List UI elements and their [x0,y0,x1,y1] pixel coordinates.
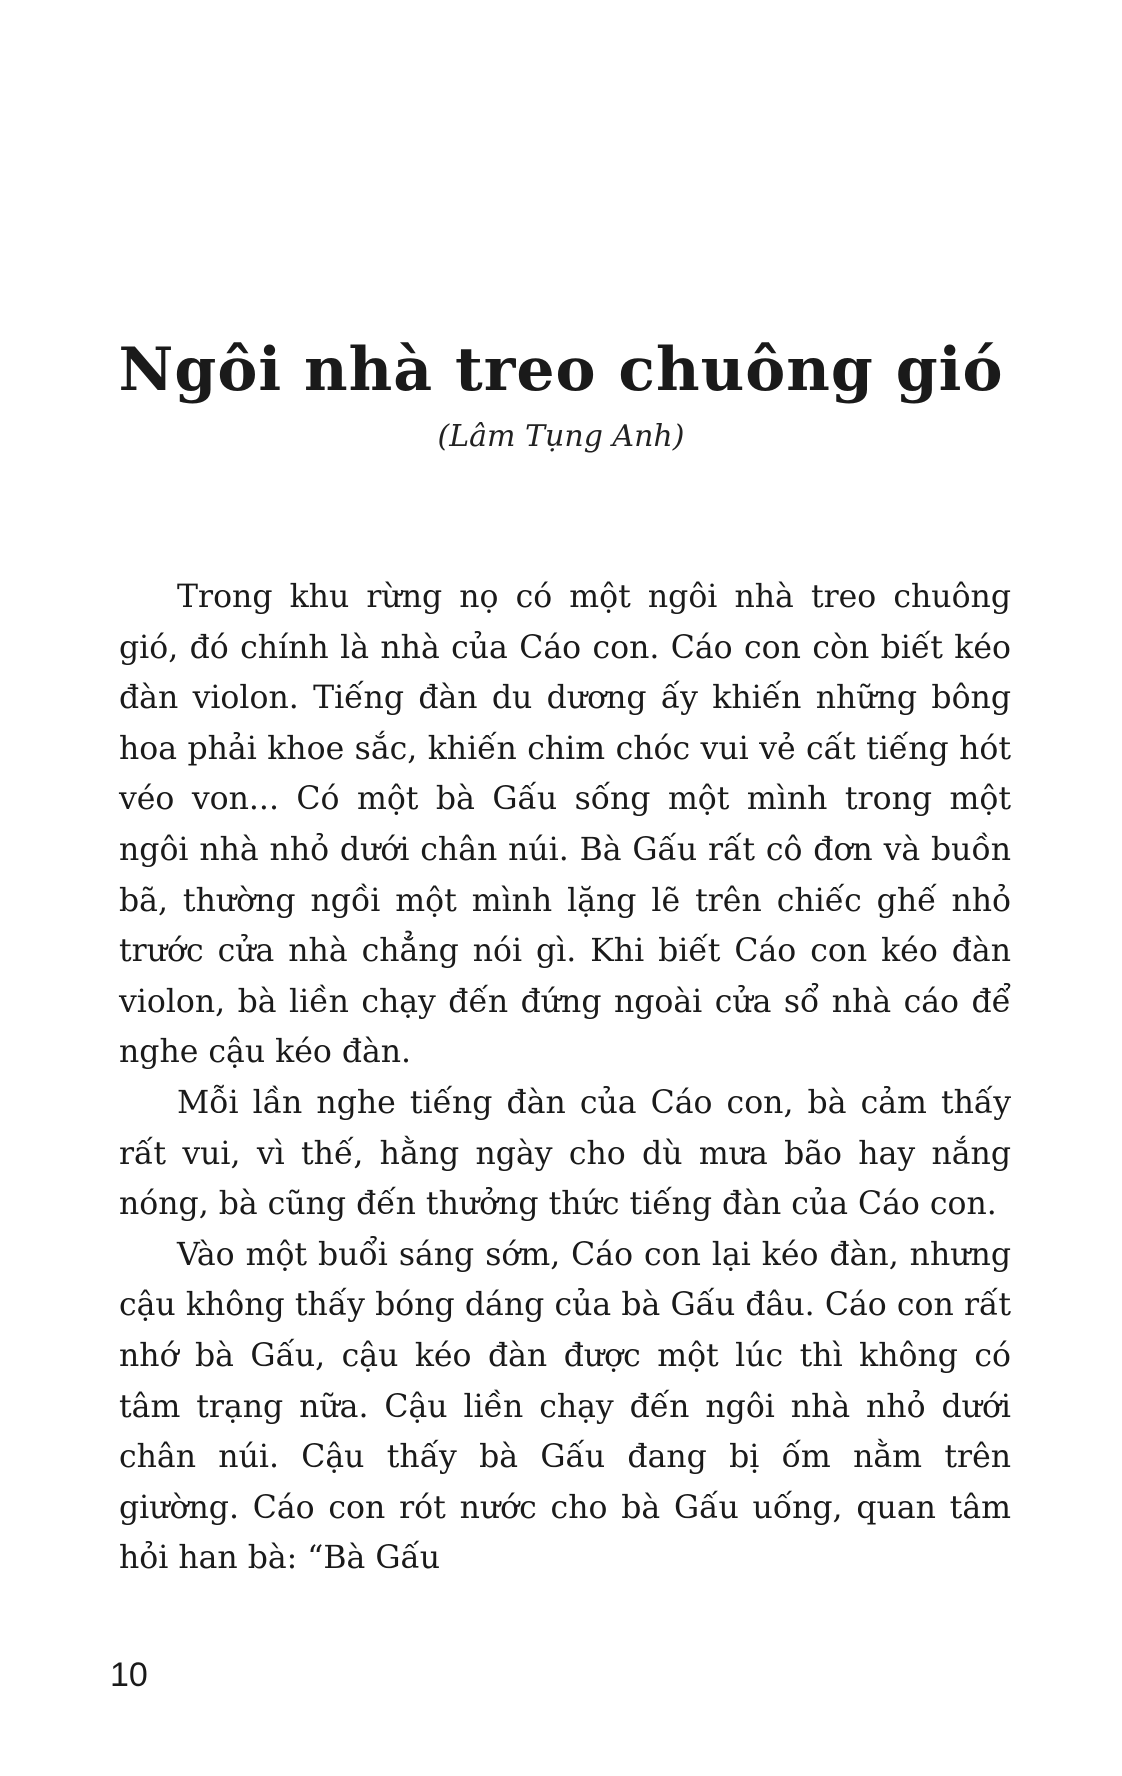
paragraph-2: Mỗi lần nghe tiếng đàn của Cáo con, bà cảm thấy rất vui, vì thế, hằng ngày cho dù mưa bão hay nắng nóng, bà cũng đến thưởng thức tiếng đàn của Cáo con. [119,1084,1011,1223]
story-body [119,572,1011,1584]
story-author: (Lâm Tụng Anh) [437,419,685,454]
story-title: Ngôi nhà treo chuông gió [118,335,1004,405]
paragraph-1: Trong khu rừng nọ có một ngôi nhà treo chuông gió, đó chính là nhà của Cáo con. Cáo con còn biết kéo đàn violon. Tiếng đàn du dương ấy khiến những bông hoa phải khoe sắc, khiến chim chóc vui vẻ cất tiếng hót véo von... Có một bà Gấu sống một mình trong một ngôi nhà nhỏ dưới chân núi. Bà Gấu rất cô đơn và buồn bã, thường ngồi một mình lặng lẽ trên chiếc ghế nhỏ trước cửa nhà chẳng nói gì. Khi biết Cáo con kéo đàn violon, bà liền chạy đến đứng ngoài cửa sổ nhà cáo để nghe cậu kéo đàn. [119,579,1011,1071]
page-number: 10 [110,1656,148,1694]
paragraph-3: Vào một buổi sáng sớm, Cáo con lại kéo đàn, nhưng cậu không thấy bóng dáng của bà Gấu đâu. Cáo con rất nhớ bà Gấu, cậu kéo đàn được một lúc thì không có tâm trạng nữa. Cậu liền chạy đến ngôi nhà nhỏ dưới chân núi. Cậu thấy bà Gấu đang bị ốm nằm trên giường. Cáo con rót nước cho bà Gấu uống, quan tâm hỏi han bà: “Bà Gấu [119,1236,1011,1577]
